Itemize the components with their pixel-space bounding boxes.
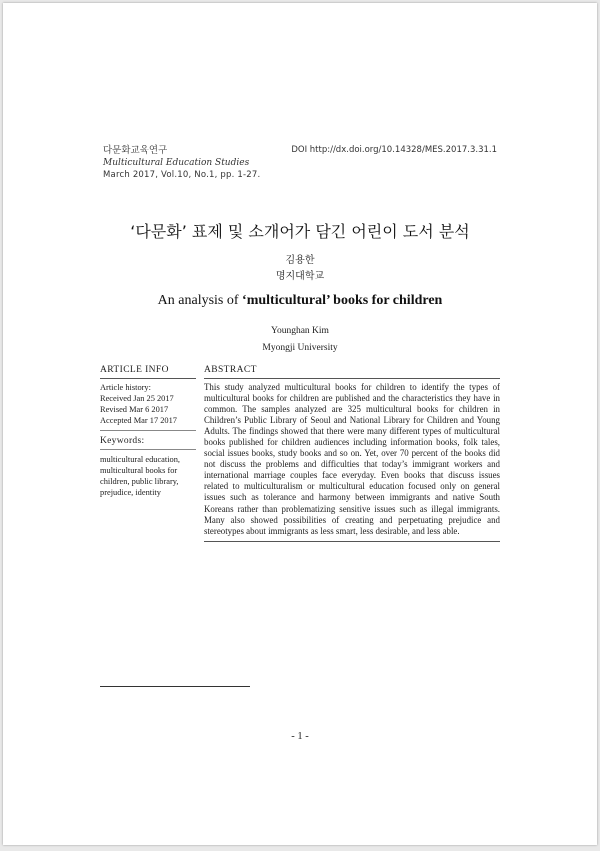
author-block-english [3, 323, 597, 357]
revised-date: Revised Mar 6 2017 [100, 405, 169, 414]
journal-name-ko: 다문화교육연구 [103, 145, 168, 156]
abstract-column [204, 365, 500, 542]
abstract-text: This study analyzed multicultural books for children to identify the types of multicultural books for children are published and the characteristics they have in common. The samples analyzed are 325 multicultural books for children in Children’s Public Library of Seoul and National Library for Children and Young Adults. The findings showed that there were many different types of multicultural books published for children audiences including information books, folk tales, social issues books, study books and so on. Yet, over 70 percent of the books did not discuss the problems and difficulties that today’s immigrant workers and international marriage couples face everyday. Even books that discuss issues related to multiculturalism or multicultural education focused only on general issues such as tolerance and harmony between immigrants and native South Koreans rather than problematizing sensitive issues such as illegal immigrants. Many also showed possibilities of creating and perpetuating prejudice and stereotypes about immigrants as less smart, less desirable, and less able. [204, 379, 500, 542]
author-affiliation-korean: 명지대학교 [275, 271, 325, 282]
article-history [100, 379, 196, 431]
footnote-divider [100, 686, 250, 687]
keywords-heading: Keywords: [100, 436, 145, 446]
paper-page [3, 3, 597, 845]
author-name-korean: 김용한 [285, 255, 315, 266]
title-english-emphasis: ‘multicultural’ books for children [242, 293, 443, 308]
journal-issue: March 2017, Vol.10, No.1, pp. 1-27. [103, 170, 261, 180]
doi-link[interactable]: DOI http://dx.doi.org/10.14328/MES.2017.3.31.1 [291, 145, 497, 155]
title-english [3, 293, 597, 309]
accepted-date: Accepted Mar 17 2017 [100, 416, 177, 425]
received-date: Received Jan 25 2017 [100, 394, 174, 403]
author-name-english: Younghan Kim [271, 326, 329, 336]
page-number: - 1 - [291, 731, 309, 742]
history-label: Article history: [100, 383, 151, 392]
article-info-heading: ARTICLE INFO [100, 365, 196, 379]
abstract-heading: ABSTRACT [204, 365, 500, 379]
title-english-prefix: An analysis of [157, 293, 243, 308]
title-korean: ‘다문화’ 표제 및 소개어가 담긴 어린이 도서 분석 [130, 222, 470, 241]
author-block-korean [3, 253, 597, 285]
keywords-list: multicultural education, multicultural books for children, public library, prejudice, identity [100, 449, 196, 498]
journal-name-en: Multicultural Education Studies [103, 158, 250, 168]
article-info-column [100, 365, 196, 498]
author-affiliation-english: Myongji University [262, 343, 338, 353]
